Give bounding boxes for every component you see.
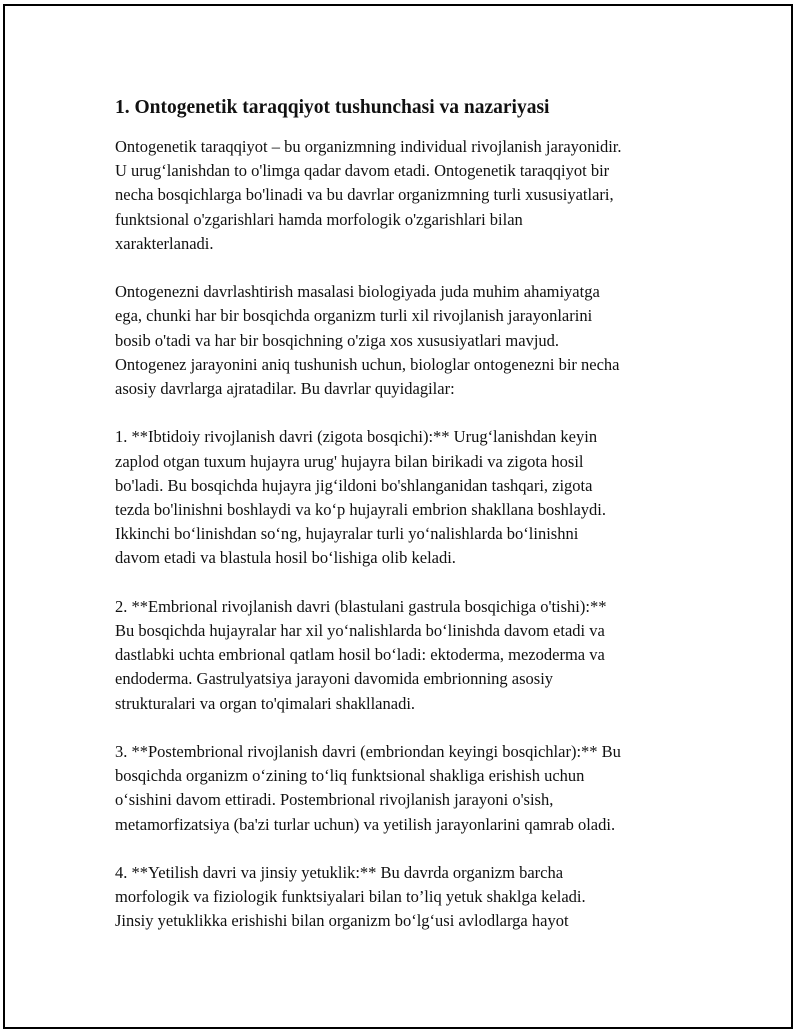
paragraph-line: 2. **Embrional rivojlanish davri (blastulani gastrula bosqichiga o'tishi):** xyxy=(115,596,607,616)
paragraph xyxy=(115,740,695,837)
paragraph-line: U urug‘lanishdan to o'limga qadar davom etadi. Ontogenetik taraqqiyot bir xyxy=(115,161,610,181)
section-heading: 1. Ontogenetik taraqqiyot tushunchasi va nazariyasi xyxy=(115,97,550,118)
document-body xyxy=(115,95,695,958)
paragraph-list xyxy=(115,135,695,934)
paragraph-line: Jinsiy yetuklikka erishishi bilan organizm bo‘lg‘usi avlodlarga hayot xyxy=(115,911,569,931)
paragraph-line: 3. **Postembrional rivojlanish davri (embriondan keyingi bosqichlar):** Bu xyxy=(115,742,621,762)
paragraph-line: tezda bo'linishni boshlaydi va ko‘p hujayrali embrion shakllana boshlaydi. xyxy=(115,500,606,520)
paragraph-line: davom etadi va blastula hosil bo‘lishiga olib keladi. xyxy=(115,548,456,568)
paragraph-line: Bu bosqichda hujayralar har xil yo‘nalishlarda bo‘linishda davom etadi va xyxy=(115,621,605,641)
paragraph xyxy=(115,135,695,256)
paragraph-line: necha bosqichlarga bo'linadi va bu davrlar organizmning turli xususiyatlari, xyxy=(115,185,614,205)
paragraph-line: bosib o'tadi va har bir bosqichning o'ziga xos xususiyatlari mavjud. xyxy=(115,330,560,350)
paragraph-line: zaplod otgan tuxum hujayra urug' hujayra bilan birikadi va zigota hosil xyxy=(115,451,584,471)
paragraph-line: bo'ladi. Bu bosqichda hujayra jig‘ildoni bo'shlanganidan tashqari, zigota xyxy=(115,475,593,495)
paragraph-line: funktsional o'zgarishlari hamda morfologik o'zgarishlari bilan xyxy=(115,209,523,229)
paragraph xyxy=(115,425,695,570)
paragraph-line: bosqichda organizm o‘zining to‘liq funktsional shakliga erishish uchun xyxy=(115,766,585,786)
paragraph-line: 4. **Yetilish davri va jinsiy yetuklik:** Bu davrda organizm barcha xyxy=(115,863,564,883)
paragraph xyxy=(115,595,695,716)
paragraph-line: Ikkinchi bo‘linishdan so‘ng, hujayralar turli yo‘nalishlarda bo‘linishni xyxy=(115,524,579,544)
paragraph xyxy=(115,861,695,934)
paragraph-line: ega, chunki har bir bosqichda organizm turli xil rivojlanish jarayonlarini xyxy=(115,306,593,326)
paragraph-line: strukturalari va organ to'qimalari shakllanadi. xyxy=(115,693,416,713)
paragraph-line: Ontogenez jarayonini aniq tushunish uchun, biologlar ontogenezni bir necha xyxy=(115,354,620,374)
paragraph-line: metamorfizatsiya (ba'zi turlar uchun) va yetilish jarayonlarini qamrab oladi. xyxy=(115,814,616,834)
paragraph-line: Ontogenezni davrlashtirish masalasi biologiyada juda muhim ahamiyatga xyxy=(115,282,600,302)
paragraph-line: xarakterlanadi. xyxy=(115,233,214,253)
paragraph-line: dastlabki uchta embrional qatlam hosil bo‘ladi: ektoderma, mezoderma va xyxy=(115,645,605,665)
paragraph-line: endoderma. Gastrulyatsiya jarayoni davomida embrionning asosiy xyxy=(115,669,554,689)
paragraph xyxy=(115,280,695,401)
paragraph-line: 1. **Ibtidoiy rivojlanish davri (zigota bosqichi):** Urug‘lanishdan keyin xyxy=(115,427,598,447)
paragraph-line: asosiy davrlarga ajratadilar. Bu davrlar quyidagilar: xyxy=(115,379,455,399)
paragraph-line: morfologik va fiziologik funktsiyalari bilan to’liq yetuk shaklga keladi. xyxy=(115,887,586,907)
paragraph-line: o‘sishini davom ettiradi. Postembrional rivojlanish jarayoni o'sish, xyxy=(115,790,554,810)
paragraph-line: Ontogenetik taraqqiyot – bu organizmning individual rivojlanish jarayonidir. xyxy=(115,137,622,156)
